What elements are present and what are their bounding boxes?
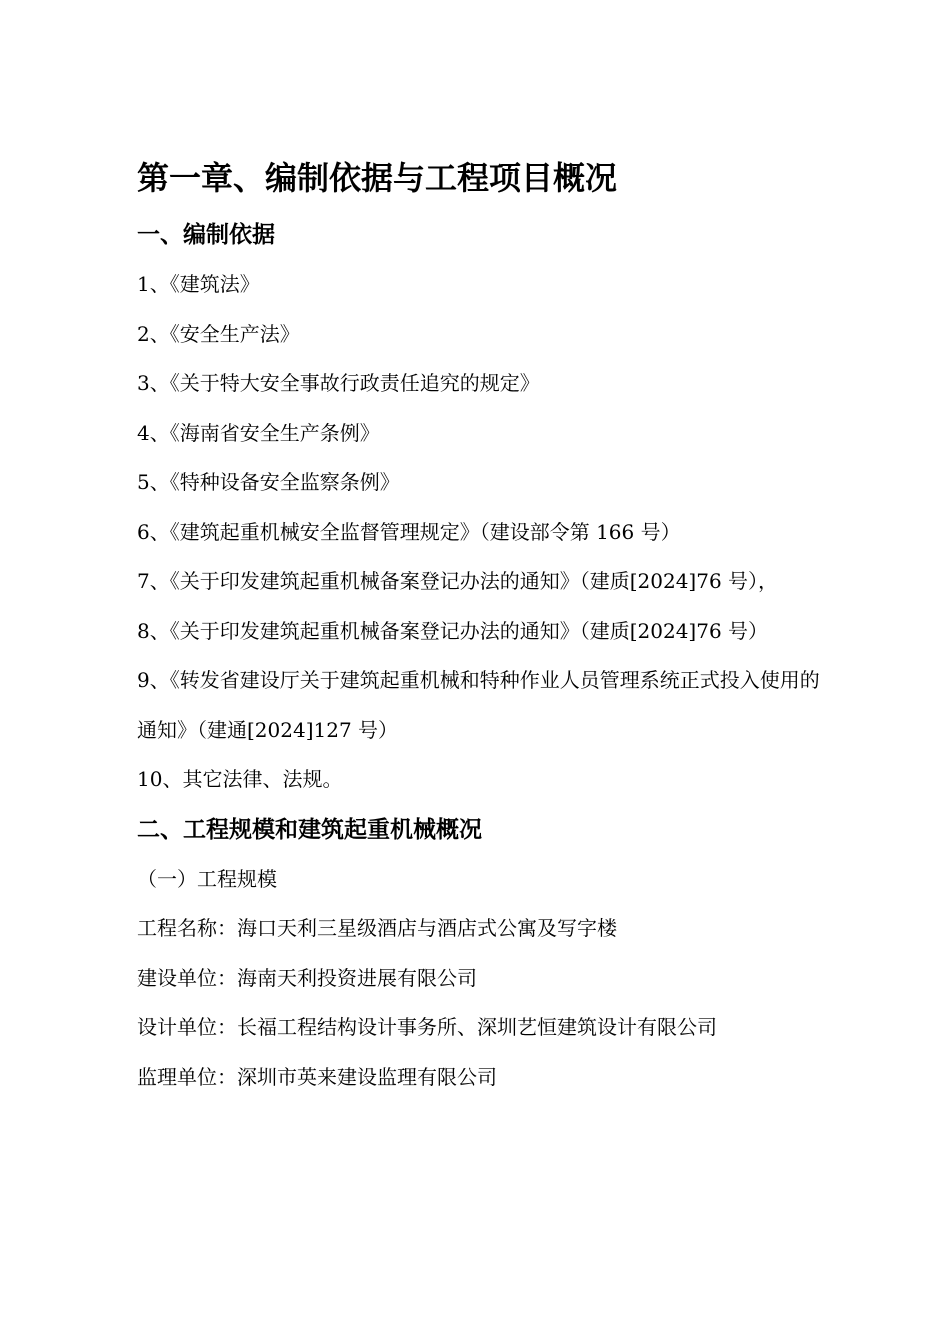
section-title-project-scale: 二、工程规模和建筑起重机械概况 bbox=[137, 815, 482, 843]
section-title-compilation-basis: 一、编制依据 bbox=[137, 221, 275, 248]
supervision-unit-row: 监理单位：深圳市英来建设监理有限公司 bbox=[137, 1064, 497, 1089]
basis-item-2: 2、《安全生产法》 bbox=[137, 321, 300, 346]
basis-item-9: 9、《转发省建设厅关于建筑起重机械和特种作业人员管理系统正式投入使用的通知》（建通[2024]127 号） bbox=[137, 668, 820, 742]
project-name-row: 工程名称：海口天利三星级酒店与酒店式公寓及写字楼 bbox=[137, 916, 617, 940]
basis-item-6: 6、《建筑起重机械安全监督管理规定》（建设部令第 166 号） bbox=[137, 519, 681, 544]
construction-unit-row: 建设单位：海南天利投资进展有限公司 bbox=[137, 965, 477, 990]
basis-item-10: 10、其它法律、法规。 bbox=[137, 767, 343, 791]
document-page bbox=[137, 152, 827, 1102]
basis-item-1: 1、《建筑法》 bbox=[137, 272, 260, 296]
basis-item-7: 7、《关于印发建筑起重机械备案登记办法的通知》（建质[2024]76 号）， bbox=[137, 569, 779, 593]
basis-item-8: 8、《关于印发建筑起重机械备案登记办法的通知》（建质[2024]76 号） bbox=[137, 618, 769, 643]
basis-item-4: 4、《海南省安全生产条例》 bbox=[137, 420, 380, 445]
design-unit-row: 设计单位：长福工程结构设计事务所、深圳艺恒建筑设计有限公司 bbox=[137, 1015, 717, 1039]
subsection-title-project-scale: （一）工程规模 bbox=[137, 866, 277, 891]
chapter-title: 第一章、编制依据与工程项目概况 bbox=[137, 159, 618, 197]
basis-item-5: 5、《特种设备安全监察条例》 bbox=[137, 470, 400, 494]
basis-item-3: 3、《关于特大安全事故行政责任追究的规定》 bbox=[137, 371, 540, 395]
